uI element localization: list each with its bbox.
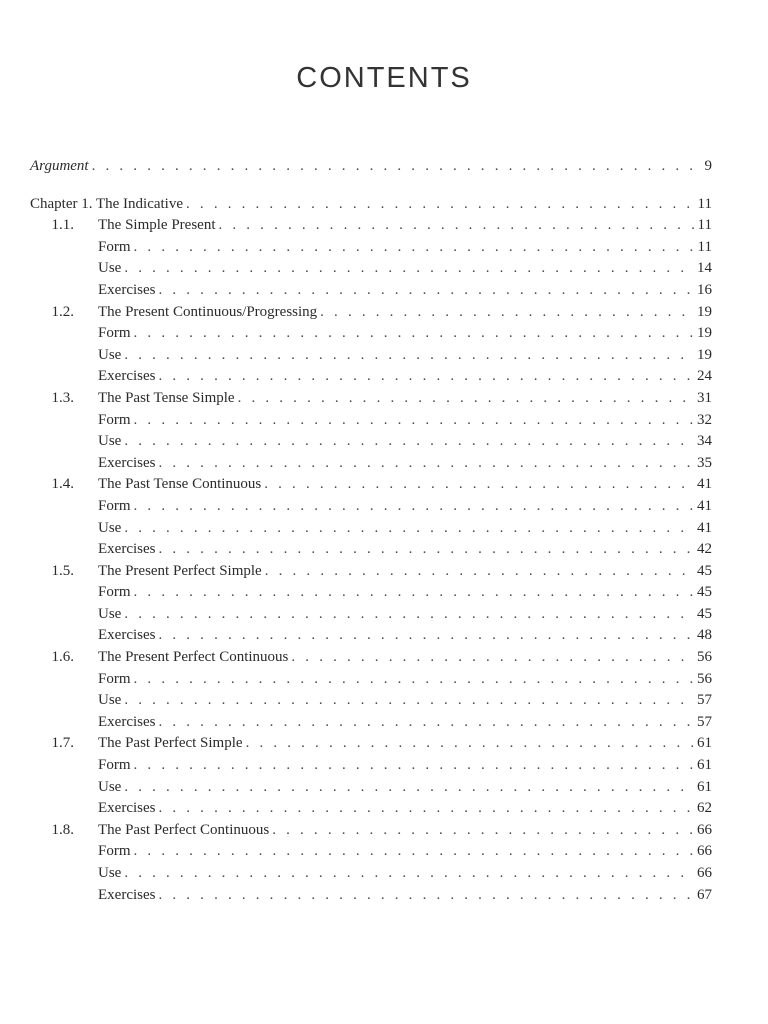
dot-leader: [124, 345, 694, 367]
toc-entry: [30, 669, 712, 691]
toc-entry-page-number: 19: [697, 346, 712, 363]
dot-leader: [158, 798, 694, 820]
toc-entry-label: Exercises: [98, 627, 156, 644]
toc-entry-label: Chapter 1. The Indicative: [30, 195, 184, 212]
toc-entry: [30, 366, 712, 388]
dot-leader: [134, 496, 694, 518]
dot-leader: [218, 215, 694, 237]
toc-entry-number: 1.4.: [51, 476, 74, 493]
toc-entry-page-number: 45: [697, 584, 712, 601]
dot-leader: [134, 841, 694, 863]
toc-entry: [30, 237, 712, 259]
toc-entry-label: Exercises: [98, 368, 156, 385]
toc-entry-label: Use: [98, 260, 122, 277]
toc-entry-number: 1.1.: [51, 217, 74, 234]
toc-entry-page-number: 42: [697, 541, 712, 558]
dot-leader: [238, 388, 694, 410]
toc-entry-label: Form: [98, 843, 131, 860]
toc-entry-number: 1.8.: [51, 821, 74, 838]
toc-entry-label: Use: [98, 346, 122, 363]
dot-leader: [124, 518, 694, 540]
toc-entry-label: The Past Perfect Simple: [98, 735, 243, 752]
toc-entry-page-number: 11: [697, 217, 712, 234]
toc-entry-label: The Present Continuous/Progressing: [98, 303, 318, 320]
toc-entry-page-number: 24: [697, 368, 712, 385]
toc-entry-label: Use: [98, 433, 122, 450]
toc-entry: [30, 733, 712, 755]
toc-entry: [30, 453, 712, 475]
toc-entry-page-number: 56: [697, 670, 712, 687]
toc-entry: [30, 777, 712, 799]
dot-leader: [158, 280, 694, 302]
toc-entry: [30, 863, 712, 885]
toc-entry: [30, 431, 712, 453]
toc-entry-page-number: 19: [697, 303, 712, 320]
dot-leader: [158, 366, 694, 388]
dot-leader: [246, 733, 694, 755]
toc-entry-page-number: 57: [697, 713, 712, 730]
toc-entry-label: Exercises: [98, 800, 156, 817]
toc-entry-page-number: 66: [697, 865, 712, 881]
toc-entry: [30, 885, 712, 907]
dot-leader: [124, 777, 694, 799]
toc-entry: [30, 539, 712, 561]
toc-entry: [30, 410, 712, 432]
toc-entry: [30, 258, 712, 280]
dot-leader: [158, 712, 694, 734]
dot-leader: [92, 156, 702, 178]
toc-entry: [30, 215, 712, 237]
toc-entry-number: 1.5.: [51, 562, 74, 579]
table-of-contents: [30, 156, 712, 906]
dot-leader: [134, 582, 694, 604]
toc-entry: [30, 582, 712, 604]
toc-entry-page-number: 56: [697, 649, 712, 666]
dot-leader: [158, 625, 694, 647]
toc-entry: [30, 647, 712, 669]
toc-entry-label: The Present Perfect Continuous: [98, 649, 289, 666]
toc-entry-label: The Simple Present: [98, 217, 216, 234]
toc-entry-label: Form: [98, 584, 131, 601]
toc-entry: [30, 496, 712, 518]
dot-leader: [124, 690, 694, 712]
toc-entry: [30, 323, 712, 345]
dot-leader: [124, 604, 694, 626]
toc-entry-number: 1.2.: [51, 303, 74, 320]
toc-entry: [30, 474, 712, 496]
toc-entry: [30, 302, 712, 324]
toc-entry-page-number: 11: [697, 238, 712, 255]
toc-entry-label: Exercises: [98, 454, 156, 471]
dot-leader: [134, 410, 694, 432]
toc-entry-page-number: 57: [697, 692, 712, 709]
toc-entry-label: Use: [98, 605, 122, 622]
toc-entry-page-number: 66: [697, 821, 712, 838]
toc-entry-page-number: 61: [697, 735, 712, 752]
toc-entry-label: Use: [98, 692, 122, 709]
toc-entry-number: 1.6.: [51, 649, 74, 666]
toc-entry-label: Form: [98, 238, 131, 255]
dot-leader: [124, 258, 694, 280]
toc-entry-page-number: 31: [697, 389, 712, 406]
toc-entry: [30, 156, 712, 178]
toc-entry-page-number: 61: [697, 778, 712, 795]
toc-entry-label: Form: [98, 757, 131, 774]
toc-entry-page-number: 45: [697, 605, 712, 622]
toc-entry: [30, 755, 712, 777]
toc-entry-label: The Past Tense Simple: [98, 389, 235, 406]
toc-entry-page-number: 48: [697, 627, 712, 644]
dot-leader: [134, 755, 694, 777]
dot-leader: [264, 474, 694, 496]
toc-entry-page-number: 32: [697, 411, 712, 428]
toc-entry: [30, 518, 712, 540]
toc-entry-page-number: 9: [704, 158, 712, 174]
toc-entry-label: Exercises: [98, 541, 156, 558]
toc-entry-page-number: 34: [697, 433, 712, 450]
toc-entry: [30, 194, 712, 216]
toc-entry-label: Exercises: [98, 886, 156, 903]
toc-entry-page-number: 67: [697, 886, 712, 903]
toc-entry: [30, 561, 712, 583]
dot-leader: [158, 453, 694, 475]
toc-entry: [30, 625, 712, 647]
toc-entry-page-number: 61: [697, 757, 712, 774]
toc-entry-page-number: 16: [697, 281, 712, 298]
toc-entry-label: Form: [98, 670, 131, 687]
toc-entry-label: Use: [98, 865, 122, 881]
toc-entry-label: Exercises: [98, 281, 156, 298]
toc-entry-label: Argument: [30, 158, 89, 174]
toc-entry-page-number: 45: [697, 562, 712, 579]
dot-leader: [134, 669, 694, 691]
toc-entry-label: Form: [98, 411, 131, 428]
toc-entry-label: The Present Perfect Simple: [98, 562, 262, 579]
toc-entry: [30, 712, 712, 734]
dot-leader: [134, 237, 695, 259]
toc-entry-number: 1.3.: [51, 389, 74, 406]
dot-leader: [158, 885, 694, 907]
dot-leader: [291, 647, 694, 669]
toc-entry: [30, 280, 712, 302]
toc-entry-label: Form: [98, 497, 131, 514]
toc-entry-page-number: 62: [697, 800, 712, 817]
dot-leader: [272, 820, 694, 842]
toc-entry-label: The Past Tense Continuous: [98, 476, 262, 493]
dot-leader: [158, 539, 694, 561]
dot-leader: [124, 431, 694, 453]
page-title: CONTENTS: [296, 62, 472, 94]
toc-entry-label: Exercises: [98, 713, 156, 730]
toc-entry: [30, 345, 712, 367]
dot-leader: [124, 863, 694, 885]
dot-leader: [134, 323, 694, 345]
toc-entry: [30, 604, 712, 626]
toc-entry: [30, 820, 712, 842]
toc-entry-label: Use: [98, 519, 122, 536]
dot-leader: [320, 302, 694, 324]
toc-entry: [30, 841, 712, 863]
toc-entry-page-number: 66: [697, 843, 712, 860]
toc-entry-page-number: 41: [697, 519, 712, 536]
toc-entry: [30, 690, 712, 712]
toc-entry-label: Use: [98, 778, 122, 795]
dot-leader: [186, 194, 695, 216]
toc-entry-page-number: 14: [697, 260, 712, 277]
toc-entry-label: Form: [98, 325, 131, 342]
toc-entry: [30, 798, 712, 820]
toc-entry-page-number: 11: [697, 195, 712, 212]
dot-leader: [265, 561, 694, 583]
toc-entry-label: The Past Perfect Continuous: [98, 821, 270, 838]
toc-entry-page-number: 35: [697, 454, 712, 471]
toc-entry-number: 1.7.: [51, 735, 74, 752]
toc-entry: [30, 388, 712, 410]
toc-entry-page-number: 41: [697, 497, 712, 514]
toc-entry-page-number: 41: [697, 476, 712, 493]
toc-entry-page-number: 19: [697, 325, 712, 342]
